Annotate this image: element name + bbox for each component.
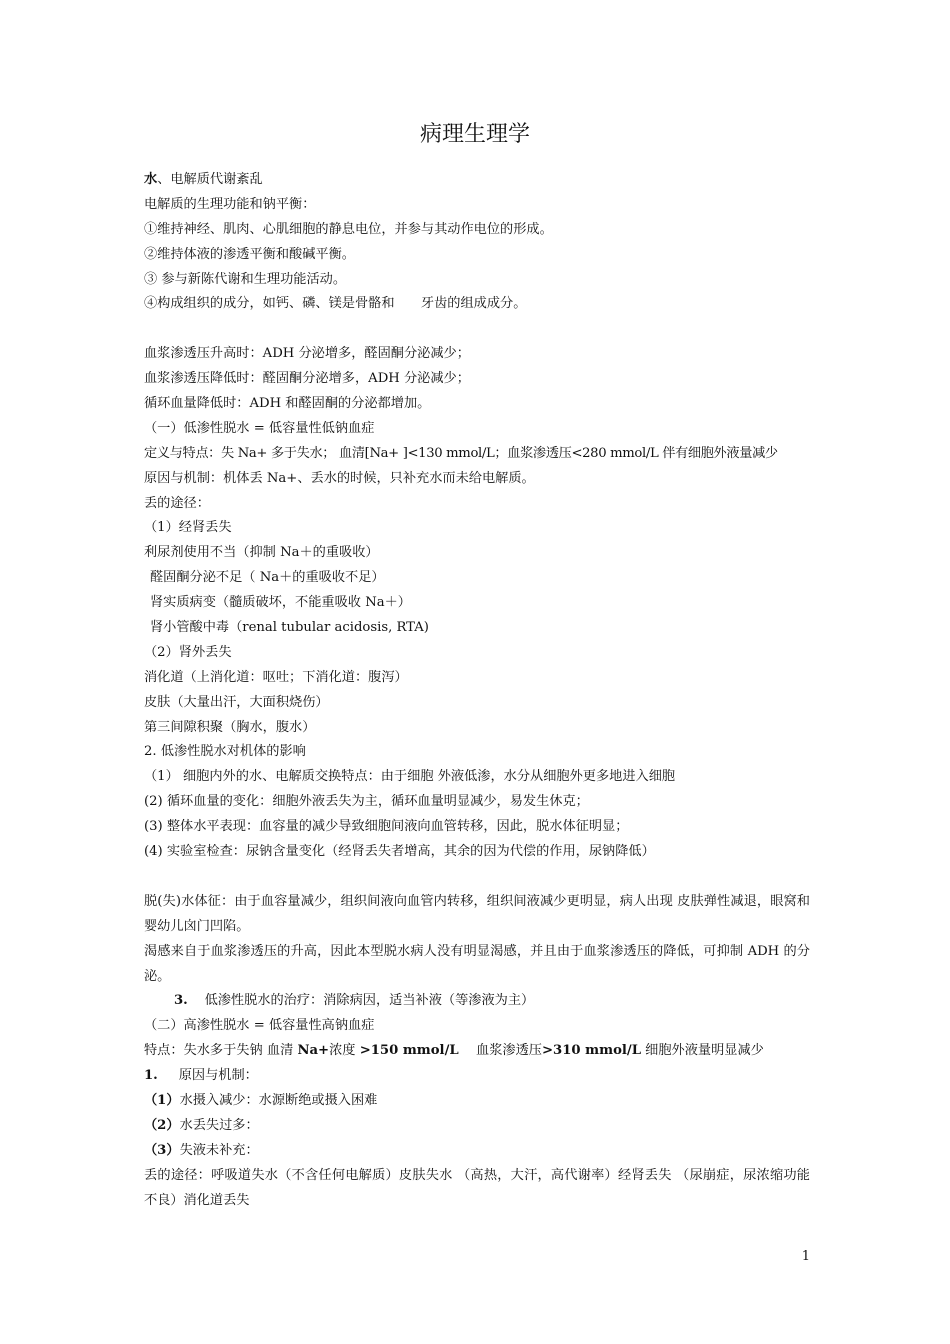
heading-rest: 、电解质代谢紊乱 bbox=[157, 172, 263, 187]
bold-span: >310 mmol/L bbox=[542, 1043, 641, 1059]
text-line: ③ 参与新陈代谢和生理功能活动。 bbox=[144, 271, 347, 287]
list-item: 利尿剂使用不当（抑制 Na＋的重吸收） bbox=[144, 545, 379, 561]
heading-text: 低渗性脱水的治疗：消除病因，适当补液（等渗液为主） bbox=[204, 993, 535, 1009]
heading-first-char: 水 bbox=[144, 172, 158, 187]
list-item: 肾实质病变（髓质破坏，不能重吸收 Na＋） bbox=[150, 595, 411, 611]
number-label: 1. bbox=[144, 1068, 158, 1084]
list-item: (2) 循环血量的变化：细胞外液丢失为主，循环血量明显减少，易发生休克； bbox=[144, 794, 589, 810]
text-line: 丢的途径： bbox=[144, 495, 210, 511]
section-heading bbox=[144, 168, 810, 193]
list-item bbox=[144, 1139, 810, 1164]
bold-span: >150 mmol/L bbox=[359, 1043, 459, 1059]
list-item: 醛固酮分泌不足（ Na＋的重吸收不足） bbox=[150, 570, 385, 586]
numbered-heading bbox=[144, 989, 810, 1014]
item-text: 水丢失过多： bbox=[179, 1117, 259, 1133]
list-item: (3) 整体水平表现：血容量的减少导致细胞间液向血管转移，因此，脱水体征明显； bbox=[144, 819, 629, 835]
text-span: 细胞外液量明显减少 bbox=[640, 1043, 764, 1059]
list-item: 消化道（上消化道：呕吐；下消化道：腹泻） bbox=[144, 669, 408, 685]
text-line: 血浆渗透压降低时：醛固酮分泌增多，ADH 分泌减少； bbox=[144, 371, 470, 387]
subsection-heading: （二）高渗性脱水 = 低容量性高钠血症 bbox=[144, 1018, 375, 1034]
blank-line bbox=[144, 865, 810, 890]
list-item: 肾小管酸中毒（renal tubular acidosis, RTA) bbox=[150, 620, 429, 636]
document-body bbox=[144, 168, 810, 1214]
subsection-heading: （一）低渗性脱水 = 低容量性低钠血症 bbox=[144, 420, 375, 436]
paragraph: 渴感来自于血浆渗透压的升高，因此本型脱水病人没有明显渴感，并且由于血浆渗透压的降低，可抑制 ADH 的分泌。 bbox=[144, 943, 810, 984]
heading-text: 原因与机制： bbox=[178, 1068, 258, 1084]
text-line: ①维持神经、肌肉、心肌细胞的静息电位，并参与其动作电位的形成。 bbox=[144, 221, 553, 237]
text-line: 电解质的生理功能和钠平衡： bbox=[144, 196, 316, 212]
item-number: （1） bbox=[144, 1093, 180, 1109]
text-span: 血浆渗透压 bbox=[458, 1043, 542, 1059]
numbered-heading bbox=[144, 1064, 810, 1089]
item-number: （2） bbox=[144, 1117, 180, 1133]
text-span: 浓度 bbox=[329, 1043, 360, 1059]
page-number: 1 bbox=[801, 1249, 810, 1264]
paragraph: 脱(失)水体征：由于血容量减少，组织间液向血管内转移，组织间液减少更明显，病人出现 皮肤弹性减退，眼窝和婴幼儿囟门凹陷。 bbox=[144, 893, 810, 934]
item-number: （3） bbox=[144, 1142, 180, 1158]
list-item: 第三间隙积聚（胸水，腹水） bbox=[144, 719, 316, 735]
list-item: (4) 实验室检查：尿钠含量变化（经肾丢失者增高，其余的因为代偿的作用，尿钠降低） bbox=[144, 844, 655, 860]
text-line: ②维持体液的渗透平衡和酸碱平衡。 bbox=[144, 246, 355, 262]
list-item: （1）经肾丢失 bbox=[144, 520, 232, 536]
subsection-heading: 2. 低渗性脱水对机体的影响 bbox=[144, 744, 306, 760]
text-line: 血浆渗透压升高时：ADH 分泌增多，醛固酮分泌减少； bbox=[144, 346, 470, 362]
list-item: （2）肾外丢失 bbox=[144, 644, 232, 660]
text-span: 特点：失水多于失钠 血清 bbox=[144, 1043, 298, 1059]
text-line: 循环血量降低时：ADH 和醛固酮的分泌都增加。 bbox=[144, 396, 431, 412]
list-item: 皮肤（大量出汗，大面积烧伤） bbox=[144, 694, 329, 710]
item-text: 失液未补充： bbox=[179, 1142, 259, 1158]
number-label: 3. bbox=[174, 993, 188, 1009]
list-item bbox=[144, 1089, 810, 1114]
text-line: ④构成组织的成分，如钙、磷、镁是骨骼和 牙齿的组成成分。 bbox=[144, 296, 527, 312]
text-line: 原因与机制：机体丢 Na+、丢水的时候，只补充水而未给电解质。 bbox=[144, 470, 535, 486]
item-text: 水摄入减少：水源断绝或摄入困难 bbox=[179, 1093, 378, 1109]
text-line: 定义与特点：失 Na+ 多于失水； 血清[Na+ ]<130 mmol/L；血浆渗透压<280 mmol/L 伴有细胞外液量减少 bbox=[144, 445, 778, 461]
bold-span: Na+ bbox=[297, 1043, 330, 1059]
paragraph: 丢的途径：呼吸道失水（不含任何电解质）皮肤失水 （高热，大汗，高代谢率）经肾丢失 （尿崩症，尿浓缩功能不良）消化道丢失 bbox=[144, 1167, 810, 1208]
list-item bbox=[144, 1114, 810, 1139]
page-title: 病理生理学 bbox=[419, 122, 530, 147]
text-line bbox=[144, 1039, 810, 1064]
blank-line bbox=[144, 317, 810, 342]
list-item: （1） 细胞内外的水、电解质交换特点：由于细胞 外液低渗，水分从细胞外更多地进入细胞 bbox=[144, 769, 676, 785]
